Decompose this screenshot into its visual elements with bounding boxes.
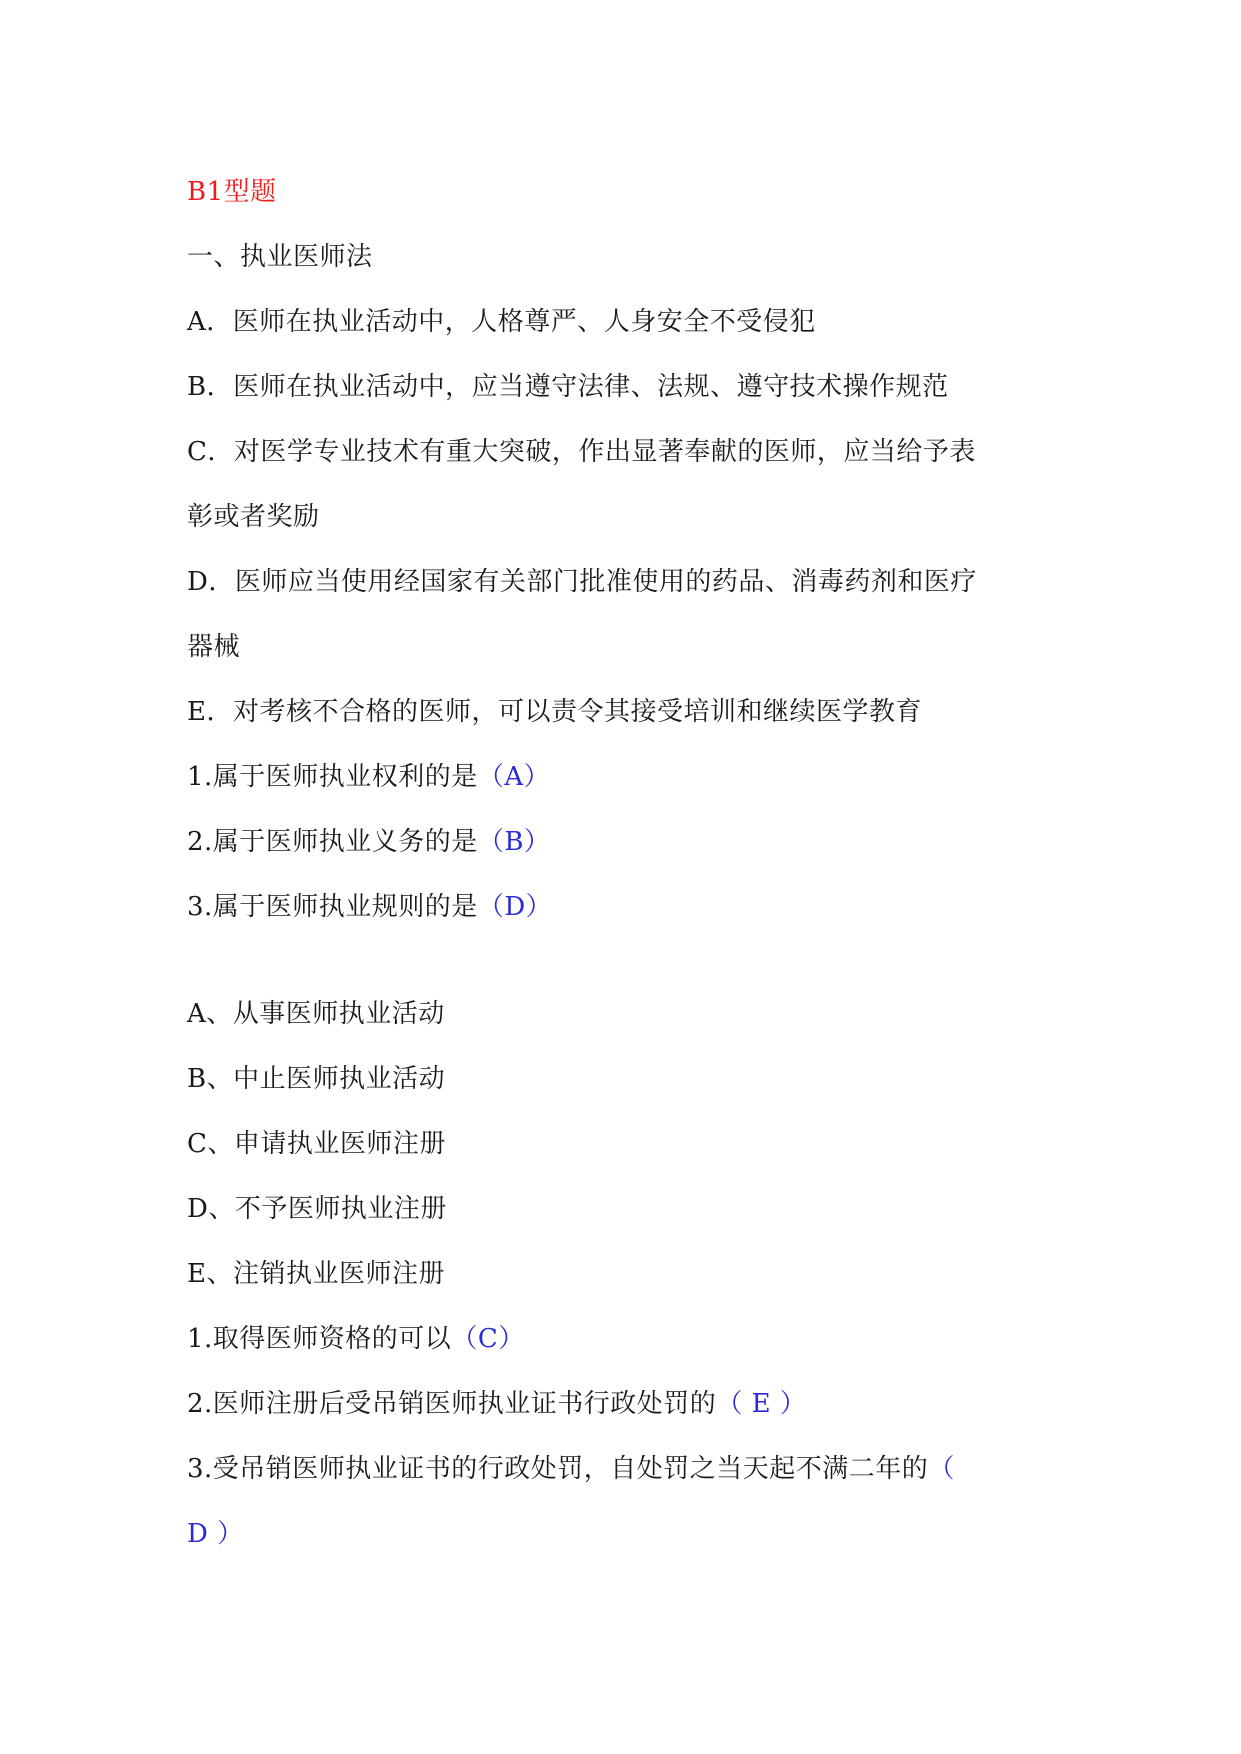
group2-question-3-answer-continued: D ）	[187, 1519, 244, 1549]
group1-question-1	[187, 745, 1067, 810]
question-text: 3.受吊销医师执业证书的行政处罚，自处罚之当天起不满二年的	[187, 1454, 929, 1484]
group2-question-2	[187, 1372, 1067, 1437]
section-title: B1型题	[187, 177, 277, 207]
group1-heading: 一、执业医师法	[187, 242, 373, 272]
question-text: 2.医师注册后受吊销医师执业证书行政处罚的	[187, 1389, 717, 1419]
group1-question-2	[187, 810, 1067, 875]
group2-option-a: A、从事医师执业活动	[187, 999, 445, 1029]
group1-option-b: B．医师在执业活动中，应当遵守法律、法规、遵守技术操作规范	[187, 372, 949, 402]
group2-option-c: C、申请执业医师注册	[187, 1129, 446, 1159]
group2-question-1	[187, 1307, 1067, 1372]
group1-option-c: C．对医学专业技术有重大突破，作出显著奉献的医师，应当给予表	[187, 437, 976, 467]
question-text: 2.属于医师执业义务的是	[187, 827, 478, 857]
question-text: 1.属于医师执业权利的是	[187, 762, 478, 792]
group2-option-b: B、中止医师执业活动	[187, 1064, 446, 1094]
group1-option-e: E．对考核不合格的医师，可以责令其接受培训和继续医学教育	[187, 697, 922, 727]
answer-text: （ E ）	[716, 1389, 807, 1419]
spacer	[187, 940, 1067, 982]
document-content	[187, 160, 1067, 1567]
group1-option-c-continued: 彰或者奖励	[187, 502, 320, 532]
question-text: 1.取得医师资格的可以	[187, 1324, 452, 1354]
question-text: 3.属于医师执业规则的是	[187, 892, 478, 922]
group1-option-d: D．医师应当使用经国家有关部门批准使用的药品、消毒药剂和医疗	[187, 567, 977, 597]
group2-option-e: E、注销执业医师注册	[187, 1259, 445, 1289]
group1-option-d-continued: 器械	[187, 632, 241, 662]
group1-question-3	[187, 875, 1067, 940]
group2-option-d: D、不予医师执业注册	[187, 1194, 447, 1224]
answer-text: （	[928, 1454, 955, 1484]
group1-option-a: A．医师在执业活动中，人格尊严、人身安全不受侵犯	[187, 307, 816, 337]
answer-text: （D）	[477, 892, 553, 922]
answer-text: （B）	[477, 827, 551, 857]
answer-text: （A）	[477, 762, 551, 792]
answer-text: （C）	[451, 1324, 525, 1354]
group2-question-3	[187, 1437, 1067, 1502]
